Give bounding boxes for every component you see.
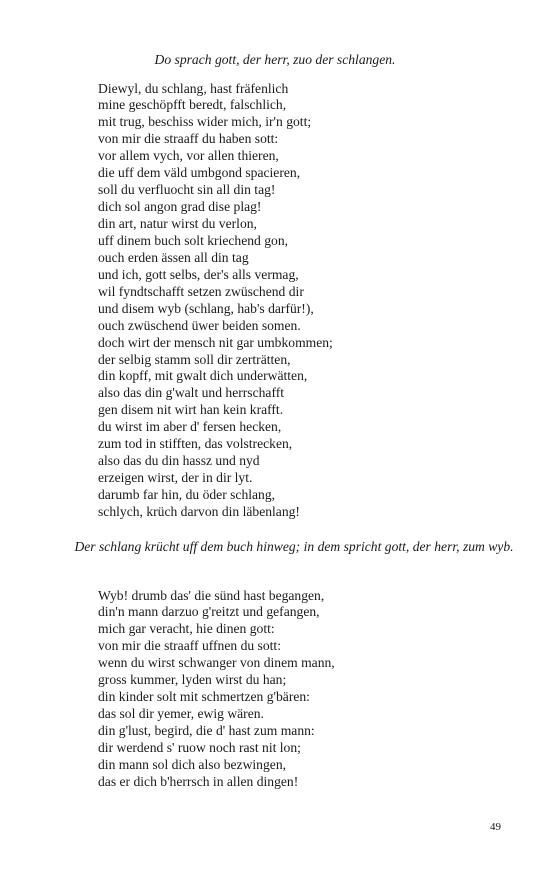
verse-block-woman (98, 588, 498, 791)
verse-line: ouch erden ässen all din tag (98, 249, 249, 265)
verse-line: schlych, krüch darvon din läbenlang! (98, 503, 300, 519)
verse-block-serpent (98, 81, 498, 521)
verse-line: Diewyl, du schlang, hast fräfenlich (98, 80, 289, 96)
verse-line: mine geschöpfft beredt, falschlich, (98, 97, 287, 113)
verse-line: von mir die straaff uffnen du sott: (98, 638, 281, 654)
verse-line: ouch zwüschend üwer beiden somen. (98, 317, 301, 333)
verse-line: din kopff, mit gwalt dich underwätten, (98, 368, 308, 384)
verse-line: von mir die straaff du haben sott: (98, 131, 279, 147)
verse-line: der selbig stamm soll dir zerträtten, (98, 351, 291, 367)
verse-line: dir werdend s' ruow noch rast nit lon; (98, 739, 301, 755)
section-heading-serpent: Do sprach gott, der herr, zuo der schlangen. (154, 52, 396, 67)
verse-line: din kinder solt mit schmertzen g'bären: (98, 689, 310, 705)
verse-line: dich sol angon grad dise plag! (98, 199, 262, 215)
verse-line: din'n mann darzuo g'reitzt und gefangen, (98, 604, 320, 620)
section-heading-woman: Der schlang krücht uff dem buch hinweg; in dem spricht gott, der herr, zum wyb. (74, 539, 514, 554)
page-number: 49 (490, 821, 501, 833)
verse-line: zum tod in stifften, das volstrecken, (98, 436, 293, 452)
verse-line: doch wirt der mensch nit gar umbkommen; (98, 334, 333, 350)
verse-line: uff dinem buch solt kriechend gon, (98, 232, 289, 248)
verse-line: wil fyndtschafft setzen zwüschend dir (98, 283, 304, 299)
verse-line: wenn du wirst schwanger von dinem mann, (98, 655, 335, 671)
verse-line: also das du din hassz und nyd (98, 453, 260, 469)
verse-line: mich gar veracht, hie dinen gott: (98, 621, 275, 637)
verse-line: mit trug, beschiss wider mich, ir'n gott; (98, 114, 312, 130)
verse-line: Wyb! drumb das' die sünd hast begangen, (98, 587, 325, 603)
verse-line: din g'lust, begird, die d' hast zum mann: (98, 723, 315, 738)
verse-line: din mann sol dich also bezwingen, (98, 756, 287, 772)
verse-line: erzeigen wirst, der in dir lyt. (98, 470, 253, 486)
verse-line: also das din g'walt und herrschafft (98, 385, 285, 401)
verse-line: das er dich b'herrsch in allen dingen! (98, 773, 299, 789)
verse-line: vor allem vych, vor allen thieren, (98, 148, 279, 164)
verse-line: din art, natur wirst du verlon, (98, 216, 257, 231)
verse-line: und disem wyb (schlang, hab's darfür!), (98, 300, 314, 316)
verse-line: du wirst im aber d' fersen hecken, (98, 419, 282, 435)
verse-line: darumb far hin, du öder schlang, (98, 487, 276, 502)
verse-line: gross kummer, lyden wirst du han; (98, 672, 287, 688)
verse-line: soll du verfluocht sin all din tag! (98, 182, 276, 198)
verse-line: und ich, gott selbs, der's alls vermag, (98, 266, 299, 282)
verse-line: gen disem nit wirt han kein krafft. (98, 402, 284, 418)
verse-line: das sol dir yemer, ewig wären. (98, 706, 264, 722)
verse-line: die uff dem väld umbgond spacieren, (98, 165, 301, 181)
